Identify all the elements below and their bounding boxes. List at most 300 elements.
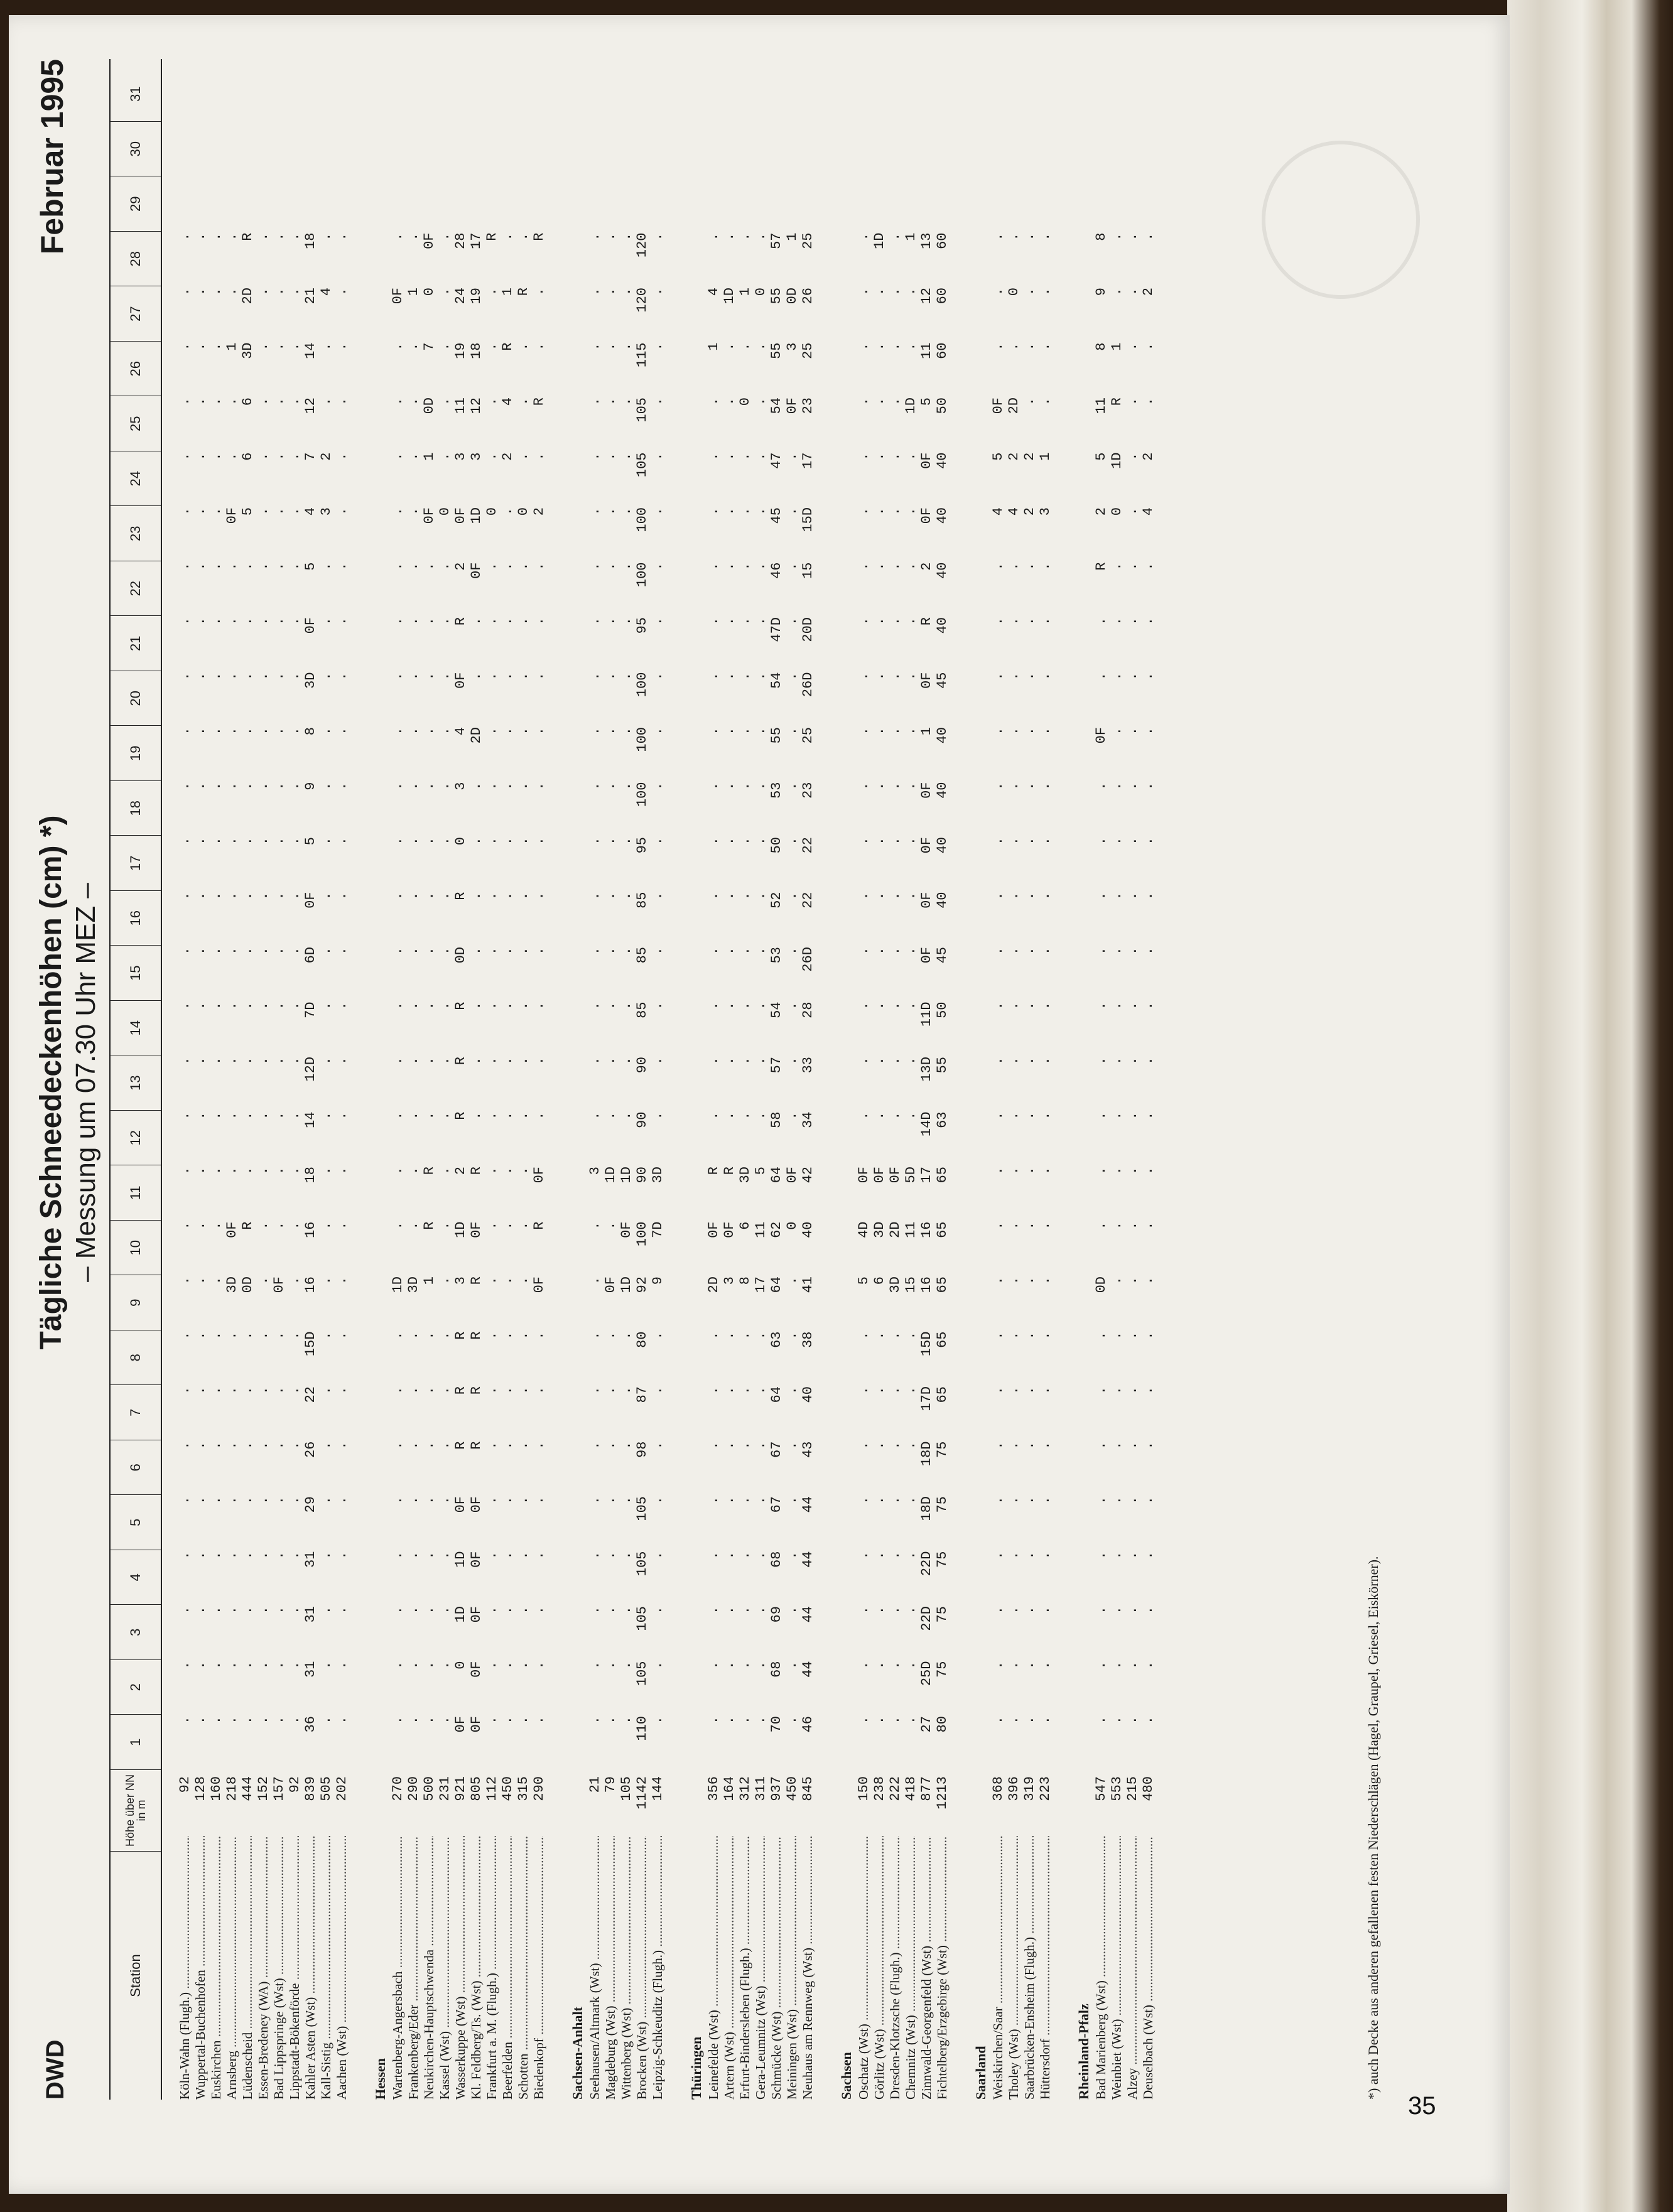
snow-depth-cell: . [256, 342, 271, 351]
snow-depth-cell: 0D [784, 288, 800, 305]
station-elevation: 1213 [934, 1776, 950, 1810]
snow-depth-cell: 87 [634, 1386, 650, 1403]
snow-depth-cell: . [334, 727, 350, 736]
snow-depth-cell: . [856, 1386, 872, 1395]
snow-depth-cell: . [737, 1111, 753, 1120]
snow-depth-cell: . [1125, 1331, 1140, 1340]
snow-depth-cell: . [887, 1057, 903, 1066]
snow-depth-cell: R [453, 1331, 468, 1340]
snow-depth-cell: . [706, 617, 722, 626]
snow-depth-cell: . [784, 562, 800, 571]
snow-depth-cell: . [256, 1276, 271, 1285]
snow-depth-cell: 45 [934, 947, 950, 964]
snow-depth-cell: . [406, 947, 421, 956]
snow-depth-cell: . [208, 1111, 224, 1120]
snow-depth-cell: . [208, 727, 224, 736]
snow-depth-cell: . [437, 1111, 453, 1120]
snow-depth-cell: . [722, 562, 737, 571]
snow-depth-cell: . [650, 1386, 666, 1395]
snow-depth-cell: 5 [990, 452, 1006, 461]
snow-depth-cell: . [437, 562, 453, 571]
snow-depth-cell: . [737, 1606, 753, 1615]
snow-depth-cell: . [287, 1331, 303, 1340]
snow-depth-cell: . [437, 617, 453, 626]
snow-depth-cell: . [531, 617, 547, 626]
snow-depth-cell: . [753, 1441, 769, 1450]
table-row [784, 59, 800, 2100]
snow-depth-cell: . [390, 727, 406, 736]
station-elevation: 21 [587, 1776, 603, 1793]
state-group-title: Sachsen-Anhalt [570, 2007, 585, 2100]
snow-depth-cell: . [1125, 727, 1140, 736]
snow-depth-cell: 0F [990, 397, 1006, 414]
snow-depth-cell: . [484, 782, 500, 790]
station-name: Chemnitz (Wst) ..... [903, 1836, 919, 2100]
snow-depth-cell: . [271, 288, 287, 296]
snow-depth-cell: . [271, 892, 287, 900]
snow-depth-cell: . [390, 1441, 406, 1450]
snow-depth-cell: . [1006, 1111, 1022, 1120]
snow-depth-cell: . [737, 562, 753, 571]
snow-depth-cell: . [650, 1496, 666, 1505]
snow-depth-cell: 16 [303, 1276, 318, 1293]
snow-depth-cell: . [587, 507, 603, 516]
snow-depth-cell: R [468, 1386, 484, 1395]
snow-depth-cell: 1D [619, 1276, 634, 1293]
station-elevation: 231 [437, 1776, 453, 1801]
snow-depth-cell: . [177, 892, 193, 900]
snow-depth-cell: . [406, 617, 421, 626]
snow-depth-cell: . [903, 1716, 919, 1725]
snow-depth-cell: 1D [722, 288, 737, 305]
snow-depth-cell: . [271, 1716, 287, 1725]
snow-depth-cell: . [531, 288, 547, 296]
snow-depth-cell: . [722, 1441, 737, 1450]
snow-depth-cell: . [722, 507, 737, 516]
snow-depth-cell: . [390, 397, 406, 406]
snow-depth-cell: . [990, 947, 1006, 956]
snow-depth-cell: . [619, 1441, 634, 1450]
table-row [516, 59, 531, 2100]
snow-depth-cell: . [887, 1551, 903, 1560]
station-name: Frankenberg/Eder ..... [406, 1836, 421, 2100]
snow-depth-cell: . [500, 1111, 516, 1120]
snow-depth-cell: . [1006, 342, 1022, 351]
station-name: Bad Marienberg (Wst) ..... [1093, 1836, 1109, 2100]
snow-depth-cell: . [516, 342, 531, 351]
snow-depth-cell: . [256, 1496, 271, 1505]
table-row [619, 59, 634, 2100]
snow-depth-cell: . [603, 617, 619, 626]
snow-depth-cell: 1 [1037, 452, 1053, 461]
snow-depth-cell: . [318, 1441, 334, 1450]
snow-depth-cell: . [177, 288, 193, 296]
snow-depth-cell: . [287, 1111, 303, 1120]
snow-depth-cell: . [334, 232, 350, 241]
snow-depth-cell: . [1140, 1276, 1156, 1285]
snow-depth-cell: . [208, 452, 224, 461]
snow-depth-cell: . [256, 397, 271, 406]
snow-depth-cell: . [619, 397, 634, 406]
station-name: Saarbrücken-Ensheim (Flugh.) ..... [1022, 1836, 1037, 2100]
snow-depth-cell: . [406, 1606, 421, 1615]
snow-depth-cell: 19 [453, 342, 468, 359]
day-column-header: 17 [111, 836, 161, 892]
snow-depth-cell: 54 [769, 397, 784, 414]
snow-depth-cell: . [903, 617, 919, 626]
snow-depth-cell: . [1006, 1551, 1022, 1560]
snow-depth-cell: . [1140, 1661, 1156, 1670]
snow-depth-cell: 54 [769, 1001, 784, 1018]
day-column-header: 25 [111, 397, 161, 452]
table-row [903, 59, 919, 2100]
snow-depth-cell: 1D [603, 1167, 619, 1184]
snow-depth-cell: . [603, 1551, 619, 1560]
snow-depth-cell: . [287, 1441, 303, 1450]
snow-depth-cell: . [334, 1276, 350, 1285]
snow-depth-cell: . [1140, 1111, 1156, 1120]
snow-depth-cell: . [334, 1167, 350, 1175]
snow-depth-cell: 57 [769, 232, 784, 249]
snow-depth-cell: 3 [453, 452, 468, 461]
snow-depth-cell: . [1006, 562, 1022, 571]
snow-depth-cell: . [1109, 892, 1125, 900]
snow-depth-cell: . [990, 1221, 1006, 1230]
snow-depth-cell: . [390, 342, 406, 351]
snow-depth-cell: . [784, 1551, 800, 1560]
station-elevation: 105 [619, 1776, 634, 1801]
snow-depth-cell: 0F [919, 947, 934, 964]
snow-depth-cell: . [406, 782, 421, 790]
snow-depth-cell: . [500, 727, 516, 736]
snow-depth-cell: . [318, 782, 334, 790]
snow-depth-cell: . [1093, 782, 1109, 790]
table-row [706, 59, 722, 2100]
snow-depth-cell: . [1022, 1606, 1037, 1615]
snow-depth-cell: . [484, 1331, 500, 1340]
snow-depth-cell: 0F [453, 1496, 468, 1513]
station-name: Leinefelde (Wst) ..... [706, 1836, 722, 2100]
station-name: Deuselbach (Wst) ..... [1140, 1836, 1156, 2100]
snow-depth-cell: 95 [634, 617, 650, 634]
snow-depth-cell: . [177, 947, 193, 956]
snow-depth-cell: . [887, 562, 903, 571]
snow-depth-cell: . [722, 1331, 737, 1340]
snow-depth-cell: . [872, 1386, 887, 1395]
snow-depth-cell: . [468, 1111, 484, 1120]
snow-depth-cell: . [603, 1716, 619, 1725]
snow-depth-cell: 67 [769, 1496, 784, 1513]
snow-depth-cell: . [287, 562, 303, 571]
snow-depth-cell: . [603, 507, 619, 516]
snow-depth-cell: . [240, 1386, 256, 1395]
station-name: Zinnwald-Georgenfeld (Wst) ..... [919, 1836, 934, 2100]
day-column-header: 13 [111, 1056, 161, 1111]
snow-depth-cell: . [1125, 397, 1140, 406]
snow-depth-cell: . [516, 1167, 531, 1175]
table-row [919, 59, 934, 2100]
snow-depth-cell: . [990, 1606, 1006, 1615]
snow-depth-cell: . [500, 1167, 516, 1175]
snow-depth-cell: . [1125, 1221, 1140, 1230]
snow-depth-cell: . [193, 232, 208, 241]
snow-depth-cell: R [468, 1167, 484, 1175]
station-elevation: 215 [1125, 1776, 1140, 1801]
snow-depth-cell: . [1125, 947, 1140, 956]
snow-depth-cell: . [224, 397, 240, 406]
snow-depth-cell: 22 [303, 1386, 318, 1403]
table-row [887, 59, 903, 2100]
station-name: Kassel (Wst) ..... [437, 1836, 453, 2100]
snow-depth-cell: 3 [468, 452, 484, 461]
snow-depth-cell: 60 [934, 288, 950, 305]
snow-depth-cell: 1D [453, 1221, 468, 1238]
station-name: Kl. Feldberg/Ts. (Wst) ..... [468, 1836, 484, 2100]
snow-depth-cell: 44 [800, 1661, 816, 1678]
station-elevation: 450 [500, 1776, 516, 1801]
snow-depth-cell: 85 [634, 892, 650, 909]
snow-depth-cell: . [287, 892, 303, 900]
snow-depth-cell: R [421, 1221, 437, 1230]
snow-depth-cell: . [516, 617, 531, 626]
snow-depth-cell: 9 [303, 782, 318, 790]
snow-depth-cell: 0F [706, 1221, 722, 1238]
snow-depth-cell: . [872, 1606, 887, 1615]
snow-depth-cell: . [1140, 397, 1156, 406]
snow-depth-cell: . [240, 727, 256, 736]
snow-depth-cell: . [737, 617, 753, 626]
snow-depth-cell: 5 [856, 1276, 872, 1285]
snow-depth-cell: . [650, 1716, 666, 1725]
snow-depth-cell: . [271, 727, 287, 736]
snow-depth-cell: . [706, 672, 722, 681]
snow-depth-cell: . [516, 947, 531, 956]
snow-depth-cell: 63 [934, 1111, 950, 1128]
snow-depth-cell: . [784, 727, 800, 736]
snow-depth-cell: . [1006, 1331, 1022, 1340]
station-elevation: 202 [334, 1776, 350, 1801]
snow-depth-cell: 6 [872, 1276, 887, 1285]
snow-depth-cell: . [500, 1606, 516, 1615]
snow-depth-cell: . [1109, 1661, 1125, 1670]
snow-depth-cell: 1 [421, 1276, 437, 1285]
snow-depth-cell: . [484, 727, 500, 736]
snow-depth-cell: . [406, 727, 421, 736]
snow-depth-cell: . [208, 288, 224, 296]
day-column-header: 22 [111, 561, 161, 617]
snow-depth-cell: . [437, 397, 453, 406]
snow-depth-cell: 16 [919, 1276, 934, 1293]
snow-depth-cell: . [1037, 1386, 1053, 1395]
snow-depth-cell: . [256, 892, 271, 900]
snow-depth-cell: . [706, 1111, 722, 1120]
snow-depth-cell: R [468, 1331, 484, 1340]
snow-depth-cell: . [603, 288, 619, 296]
snow-depth-cell: . [390, 892, 406, 900]
day-column-header: 24 [111, 451, 161, 507]
snow-depth-cell: 0D [1093, 1276, 1109, 1293]
snow-depth-cell: . [390, 1716, 406, 1725]
snow-depth-cell: . [990, 892, 1006, 900]
snow-depth-cell: . [390, 1551, 406, 1560]
snow-depth-cell: . [872, 507, 887, 516]
snow-depth-cell: 17 [753, 1276, 769, 1293]
snow-depth-cell: 17 [919, 1167, 934, 1184]
snow-depth-cell: . [1109, 1496, 1125, 1505]
station-name: Magdeburg (Wst) ..... [603, 1836, 619, 2100]
snow-depth-cell: . [224, 727, 240, 736]
station-elevation: 418 [903, 1776, 919, 1801]
snow-depth-cell: . [287, 1551, 303, 1560]
snow-depth-cell: . [531, 1001, 547, 1010]
snow-depth-cell: . [406, 1057, 421, 1066]
snow-depth-cell: . [484, 1001, 500, 1010]
day-column-header: 1 [111, 1715, 161, 1771]
snow-depth-cell: . [722, 1386, 737, 1395]
station-name: Weinbiet (Wst) ..... [1109, 1836, 1125, 2100]
snow-depth-cell: . [208, 1386, 224, 1395]
snow-depth-cell: . [334, 947, 350, 956]
snow-depth-cell: . [287, 342, 303, 351]
snow-depth-cell: . [208, 782, 224, 790]
table-row [603, 59, 619, 2100]
snow-depth-cell: . [177, 1111, 193, 1120]
snow-depth-cell: 5 [303, 837, 318, 846]
snow-depth-cell: R [484, 232, 500, 241]
column-header-row [109, 59, 162, 2100]
snow-depth-cell: 0F [224, 507, 240, 524]
snow-depth-cell: . [516, 1441, 531, 1450]
snow-depth-cell: 45 [934, 672, 950, 689]
state-group-title: Sachsen [838, 2052, 854, 2100]
snow-depth-cell: . [1140, 1606, 1156, 1615]
snow-depth-cell: . [256, 1606, 271, 1615]
snow-depth-cell: . [650, 1606, 666, 1615]
snow-depth-cell: . [1125, 1057, 1140, 1066]
snow-depth-cell: . [737, 1331, 753, 1340]
snow-depth-cell: . [516, 727, 531, 736]
snow-depth-cell: 1 [737, 288, 753, 296]
snow-depth-cell: . [1022, 1496, 1037, 1505]
snow-depth-cell: 8 [1093, 342, 1109, 351]
snow-depth-cell: . [1109, 1001, 1125, 1010]
snow-depth-cell: 0F [531, 1276, 547, 1293]
snow-depth-cell: R [531, 232, 547, 241]
snow-depth-cell: . [271, 1331, 287, 1340]
snow-depth-cell: . [650, 342, 666, 351]
snow-depth-cell: . [224, 1331, 240, 1340]
station-elevation: 845 [800, 1776, 816, 1801]
snow-depth-cell: . [208, 232, 224, 241]
snow-depth-cell: R [453, 892, 468, 900]
snow-depth-cell: R [468, 1441, 484, 1450]
month-label: Februar 1995 [35, 59, 70, 255]
snow-depth-cell: . [484, 837, 500, 846]
snow-depth-cell: 4 [706, 288, 722, 296]
snow-depth-cell: . [421, 1111, 437, 1120]
snow-depth-cell: R [453, 1386, 468, 1395]
snow-depth-cell: . [177, 1496, 193, 1505]
snow-depth-cell: . [390, 782, 406, 790]
snow-depth-cell: . [437, 1716, 453, 1725]
table-row [390, 59, 406, 2100]
snow-depth-cell: 9 [650, 1276, 666, 1285]
snow-depth-cell: . [1125, 452, 1140, 461]
snow-depth-cell: . [737, 1441, 753, 1450]
snow-depth-cell: . [224, 1057, 240, 1066]
snow-depth-cell: 40 [934, 617, 950, 634]
snow-depth-cell: . [887, 672, 903, 681]
snow-depth-cell: . [722, 1661, 737, 1670]
snow-depth-cell: 11 [453, 397, 468, 414]
snow-depth-cell: . [318, 1661, 334, 1670]
snow-depth-cell: . [240, 1111, 256, 1120]
snow-depth-cell: . [390, 1496, 406, 1505]
snow-depth-cell: . [856, 1551, 872, 1560]
snow-depth-cell: . [722, 1496, 737, 1505]
snow-depth-cell: 0 [1006, 288, 1022, 296]
snow-depth-cell: . [722, 397, 737, 406]
station-elevation: 315 [516, 1776, 531, 1801]
snow-depth-cell: . [1006, 1276, 1022, 1285]
snow-depth-cell: . [208, 1167, 224, 1175]
snow-depth-cell: . [177, 1716, 193, 1725]
snow-depth-cell: . [390, 837, 406, 846]
snow-depth-cell: 34 [800, 1111, 816, 1128]
snow-depth-cell: . [706, 947, 722, 956]
snow-depth-cell: . [177, 727, 193, 736]
snow-depth-cell: 1D [1109, 452, 1125, 469]
snow-depth-cell: . [193, 1331, 208, 1340]
snow-depth-cell: . [271, 1386, 287, 1395]
snow-depth-cell: 2D [468, 727, 484, 744]
snow-depth-cell: . [421, 1716, 437, 1725]
snow-depth-cell: . [484, 1221, 500, 1230]
snow-depth-cell: . [516, 892, 531, 900]
table-row [753, 59, 769, 2100]
snow-depth-cell: . [587, 232, 603, 241]
snow-depth-cell: 31 [303, 1551, 318, 1568]
snow-depth-cell: . [1037, 288, 1053, 296]
snow-depth-cell: . [334, 452, 350, 461]
snow-depth-cell: . [1037, 1331, 1053, 1340]
snow-depth-cell: 1D [872, 232, 887, 249]
snow-depth-cell: . [753, 232, 769, 241]
snow-depth-cell: . [500, 1716, 516, 1725]
station-elevation: 368 [990, 1776, 1006, 1801]
station-elevation: 937 [769, 1776, 784, 1801]
snow-depth-cell: . [500, 1386, 516, 1395]
snow-depth-cell: . [1037, 1167, 1053, 1175]
snow-depth-cell: . [903, 837, 919, 846]
snow-depth-cell: . [224, 232, 240, 241]
snow-depth-cell: . [531, 452, 547, 461]
snow-depth-cell: . [1140, 892, 1156, 900]
snow-depth-cell: 75 [934, 1661, 950, 1678]
day-column-header: 15 [111, 946, 161, 1001]
snow-depth-cell: . [390, 232, 406, 241]
snow-depth-cell: . [1037, 1551, 1053, 1560]
snow-depth-cell: . [587, 672, 603, 681]
station-elevation: 144 [650, 1776, 666, 1801]
snow-depth-cell: . [256, 1441, 271, 1450]
snow-depth-cell: . [421, 727, 437, 736]
snow-depth-cell: 120 [634, 288, 650, 313]
snow-depth-cell: . [587, 1276, 603, 1285]
snow-depth-cell: 26D [800, 947, 816, 972]
snow-depth-cell: . [193, 1551, 208, 1560]
snow-depth-cell: R [240, 1221, 256, 1230]
